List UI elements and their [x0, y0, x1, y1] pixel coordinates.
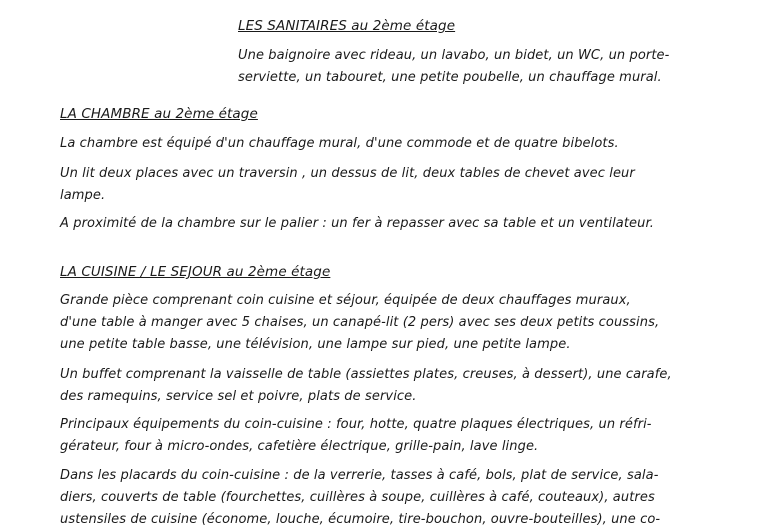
text-line: Une baignoire avec rideau, un lavabo, un bidet, un WC, un porte-	[238, 48, 670, 63]
paragraph-chambre-bed	[60, 163, 635, 207]
text-line: Dans les placards du coin-cuisine : de la verrerie, tasses à café, bols, plat de service, sala-	[60, 468, 659, 483]
paragraph-cuisine-room	[60, 290, 659, 356]
text-line: A proximité de la chambre sur le palier : un fer à repasser avec sa table et un ventilateur.	[60, 216, 654, 231]
text-line: Un buffet comprenant la vaisselle de table (assiettes plates, creuses, à dessert), une carafe,	[60, 367, 672, 382]
section-heading-sanitaires: LES SANITAIRES au 2ème étage	[238, 18, 456, 34]
text-line: ustensiles de cuisine (économe, louche, écumoire, tire-bouchon, ouvre-bouteilles), une co-	[60, 512, 661, 527]
text-line: Principaux équipements du coin-cuisine : four, hotte, quatre plaques électriques, un réfri-	[60, 417, 652, 432]
paragraph-chambre-heating	[60, 133, 619, 155]
text-line: Grande pièce comprenant coin cuisine et séjour, équipée de deux chauffages muraux,	[60, 293, 631, 308]
text-line: d'une table à manger avec 5 chaises, un canapé-lit (2 pers) avec ses deux petits coussins,	[60, 315, 660, 330]
text-line: serviette, un tabouret, une petite poubelle, un chauffage mural.	[238, 70, 662, 85]
text-line: La chambre est équipé d'un chauffage mural, d'une commode et de quatre bibelots.	[60, 136, 619, 151]
paragraph-cuisine-cupboards	[60, 465, 660, 531]
paragraph-sanitaires-equipment	[238, 45, 669, 89]
section-heading-cuisine-sejour: LA CUISINE / LE SEJOUR au 2ème étage	[60, 264, 331, 280]
text-line: gérateur, four à micro-ondes, cafetière électrique, grille-pain, lave linge.	[60, 439, 539, 454]
text-line: une petite table basse, une télévision, une lampe sur pied, une petite lampe.	[60, 337, 571, 352]
text-line: des ramequins, service sel et poivre, plats de service.	[60, 389, 417, 404]
paragraph-cuisine-appliances	[60, 414, 652, 458]
paragraph-chambre-landing	[60, 213, 654, 235]
text-line: Un lit deux places avec un traversin , un dessus de lit, deux tables de chevet avec leur	[60, 166, 635, 181]
text-line: diers, couverts de table (fourchettes, cuillères à soupe, cuillères à café, couteaux), autres	[60, 490, 655, 505]
section-heading-chambre: LA CHAMBRE au 2ème étage	[60, 106, 258, 122]
text-line: lampe.	[60, 188, 106, 203]
paragraph-cuisine-buffet	[60, 364, 672, 408]
